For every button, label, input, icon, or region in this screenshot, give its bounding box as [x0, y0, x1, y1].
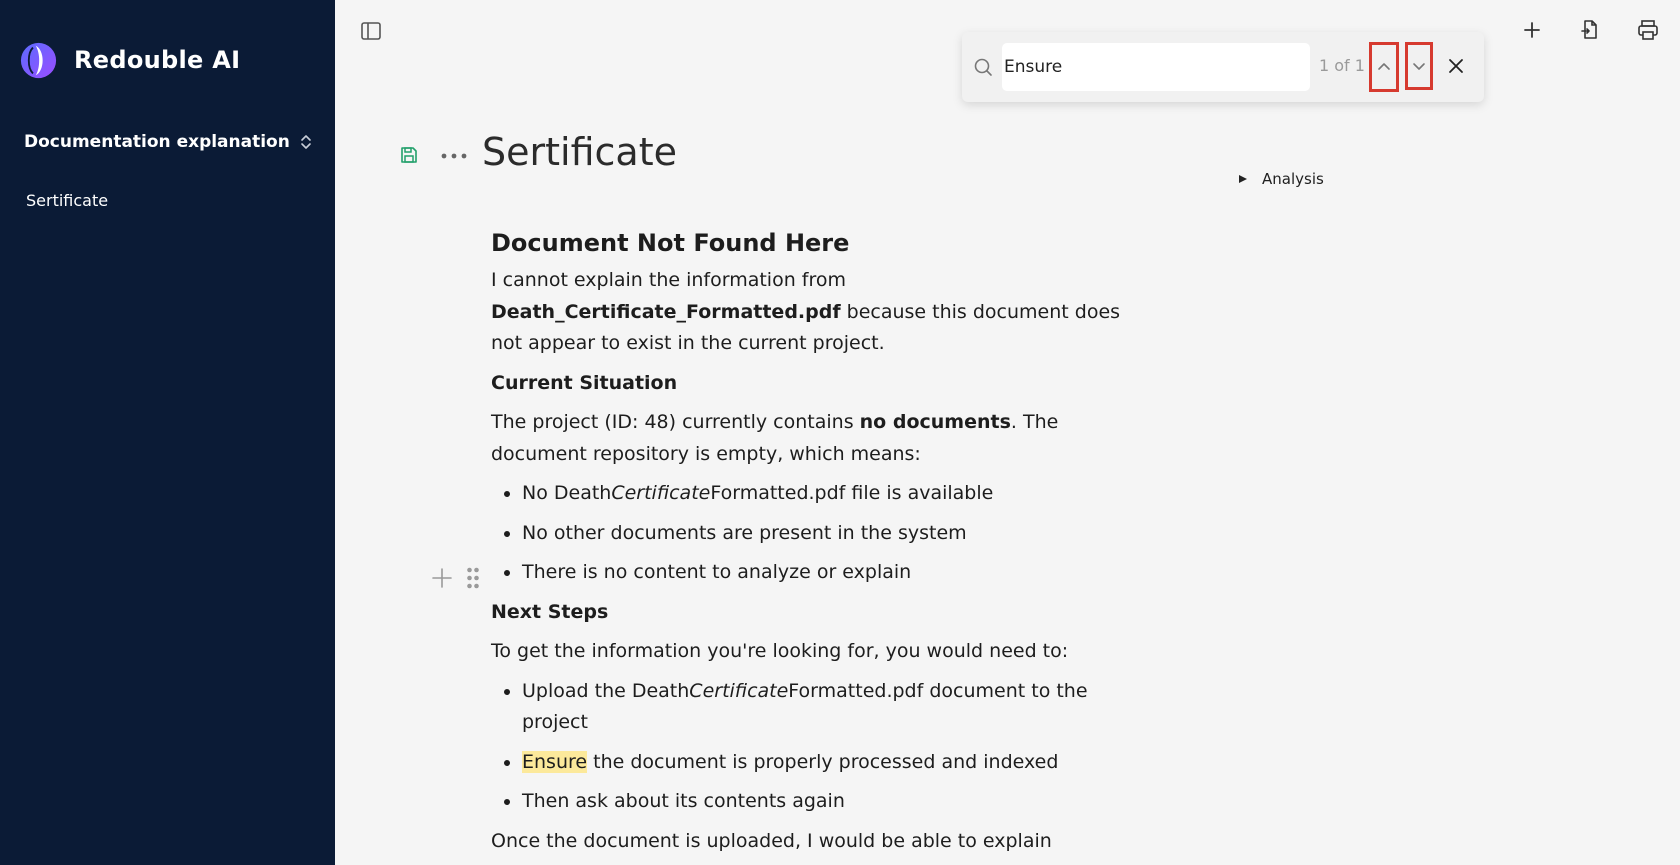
redouble-logo-icon	[20, 42, 57, 79]
situation-bold: no documents	[859, 411, 1011, 433]
next-steps-intro: To get the information you're looking for, you would need to:	[491, 640, 1069, 662]
list-item: • No other documents are present in the system	[522, 518, 1131, 550]
document-title[interactable]: Sertificate	[482, 130, 677, 174]
situation-text: The project (ID: 48) currently contains	[491, 411, 860, 433]
sidebar-item-document[interactable]: Sertificate	[26, 191, 109, 210]
find-bar	[962, 32, 1484, 102]
plus-icon[interactable]	[1520, 18, 1544, 42]
list-item	[522, 478, 1131, 510]
find-previous-button[interactable]	[1369, 42, 1399, 92]
list-item-text: Formatted.pdf document to the project	[522, 679, 1088, 733]
list-item-text: No Death	[522, 482, 612, 504]
list-item-text: Upload the Death	[522, 679, 690, 702]
next-steps-list	[522, 676, 1131, 818]
document-body[interactable]	[491, 223, 1131, 865]
situation-heading: Current Situation	[491, 371, 678, 394]
intro-text: I cannot explain the information from	[491, 269, 847, 291]
add-block-icon[interactable]	[430, 566, 454, 590]
analysis-label: Analysis	[1262, 170, 1324, 188]
chevron-up-down-icon	[298, 132, 314, 152]
block-handle	[430, 566, 480, 590]
intro-text-end: because this document does not appear to exist in the current project.	[491, 300, 1121, 354]
list-item	[522, 676, 1131, 739]
intro-paragraph	[491, 265, 1131, 360]
list-item-italic: Certificate	[611, 482, 711, 504]
list-item: • There is no content to analyze or explain	[522, 557, 1131, 589]
analysis-toggle[interactable]	[1238, 170, 1324, 188]
save-icon[interactable]	[399, 145, 419, 165]
print-icon[interactable]	[1636, 18, 1660, 42]
chevron-up-icon	[1376, 59, 1392, 75]
brand[interactable]	[20, 40, 240, 80]
list-item	[522, 747, 1131, 779]
content-heading: Document Not Found Here	[491, 229, 850, 257]
next-steps-heading: Next Steps	[491, 600, 609, 623]
search-match-highlight: Ensure	[522, 750, 588, 773]
list-item: • Then ask about its contents again	[522, 786, 1131, 818]
chevron-down-icon	[1411, 58, 1427, 74]
sidebar	[0, 0, 335, 865]
intro-filename: Death_Certificate_Formatted.pdf	[491, 300, 841, 323]
project-name: Documentation explanation	[24, 132, 290, 152]
situation-paragraph	[491, 407, 1131, 470]
list-item-italic: Certificate	[689, 679, 789, 702]
close-icon[interactable]	[1445, 55, 1467, 77]
find-next-button[interactable]	[1405, 42, 1433, 90]
more-options-icon[interactable]	[441, 153, 467, 159]
situation-text-end: . The document repository is empty, which means:	[491, 411, 1059, 465]
app-name: Redouble AI	[74, 46, 241, 74]
export-document-icon[interactable]	[1578, 18, 1602, 42]
project-switcher[interactable]	[24, 128, 314, 156]
search-icon	[972, 56, 994, 78]
drag-handle-icon[interactable]	[466, 566, 480, 590]
find-match-count: 1 of 1	[1319, 56, 1365, 75]
caret-right-icon	[1238, 174, 1248, 184]
top-actions	[1520, 18, 1660, 42]
find-input[interactable]	[1002, 43, 1310, 91]
sidebar-toggle-icon[interactable]	[360, 20, 382, 42]
list-item-text: the document is properly processed and indexed	[587, 750, 1059, 773]
situation-list	[522, 478, 1131, 589]
closing-paragraph: Once the document is uploaded, I would be able to explain	[491, 829, 1052, 852]
list-item-text: Formatted.pdf file is available	[710, 482, 994, 504]
